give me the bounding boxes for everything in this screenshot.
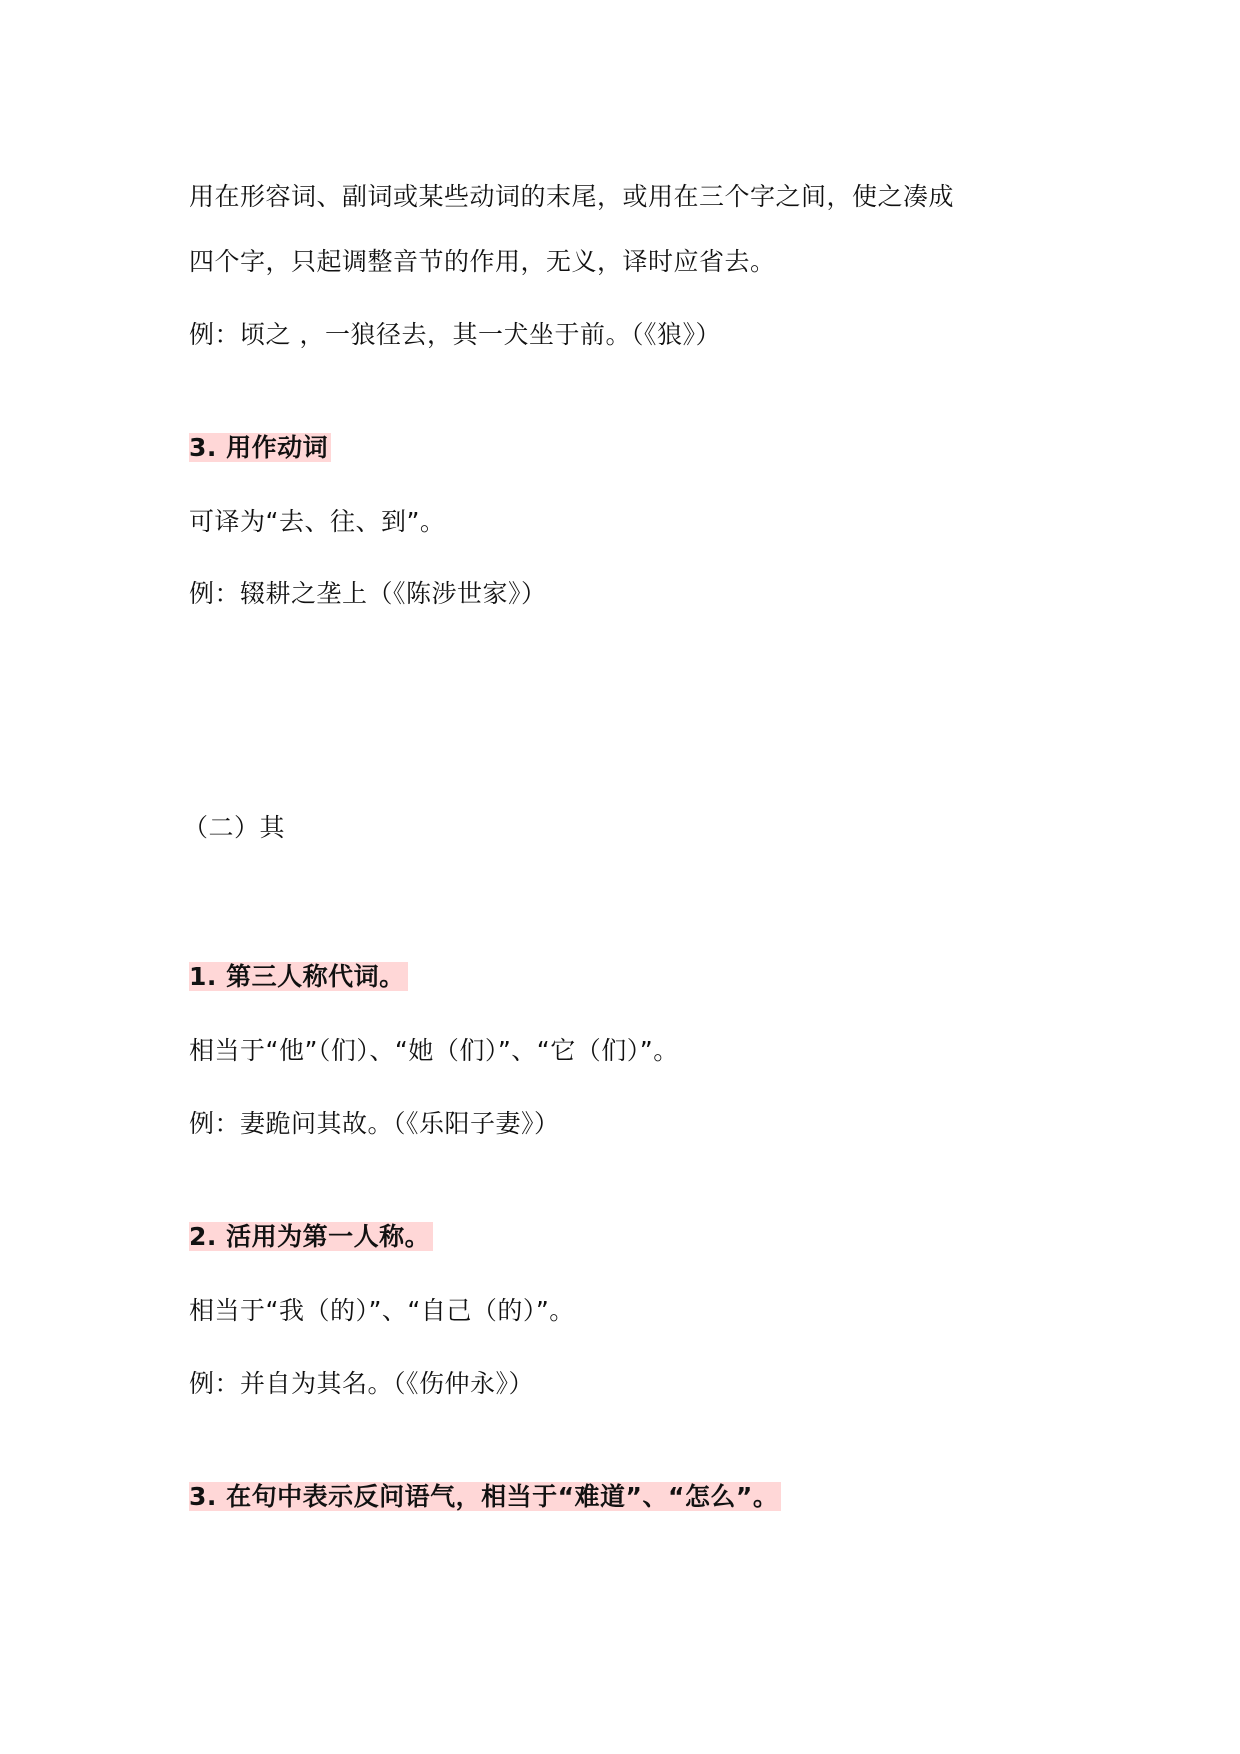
example-qi-2: 例：并自为其名。（《伤仲永》） — [189, 1369, 535, 1398]
heading-qi-1 — [189, 960, 408, 994]
heading-zhi-3 — [189, 431, 331, 465]
heading-qi-2-text: 2. 活用为第一人称。 — [189, 1222, 433, 1251]
desc-qi-2: 相当于“我（的）”、“自己（的）”。 — [189, 1296, 575, 1325]
desc-qi-1: 相当于“他”（们）、“她（们）”、“它（们）”。 — [189, 1036, 679, 1065]
example-zhi-1: 例：顷之 ，一狼径去，其一犬坐于前。（《狼》） — [189, 320, 721, 349]
example-qi-1: 例：妻跪问其故。（《乐阳子妻》） — [189, 1109, 560, 1138]
paragraph-line-1: 用在形容词、副词或某些动词的末尾，或用在三个字之间，使之凑成 — [189, 182, 955, 211]
paragraph-line-2: 四个字，只起调整音节的作用，无义，译时应省去。 — [189, 247, 776, 276]
section-title-qi: （二）其 — [183, 813, 286, 842]
heading-qi-3-text: 3. 在句中表示反问语气，相当于“难道”、“怎么”。 — [189, 1482, 781, 1511]
example-zhi-3: 例：辍耕之垄上（《陈涉世家》） — [189, 579, 547, 608]
heading-zhi-3-text: 3. 用作动词 — [189, 433, 331, 462]
heading-qi-3 — [189, 1480, 781, 1514]
heading-qi-2 — [189, 1220, 433, 1254]
heading-qi-1-text: 1. 第三人称代词。 — [189, 962, 408, 991]
desc-zhi-3: 可译为“去、往、到”。 — [189, 507, 446, 536]
